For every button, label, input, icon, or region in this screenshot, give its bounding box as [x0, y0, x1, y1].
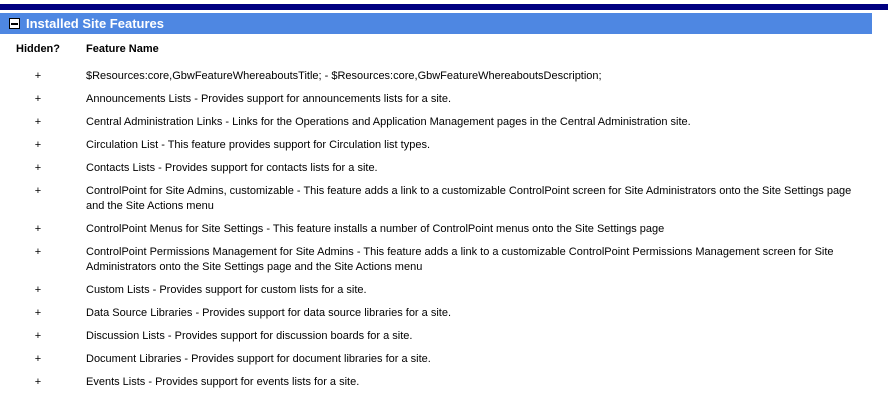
column-header-feature-name: Feature Name — [86, 43, 159, 55]
feature-name-text: Contacts Lists - Provides support for contacts lists for a site. — [86, 162, 378, 174]
feature-name-text: Announcements Lists - Provides support for announcements lists for a site. — [86, 93, 452, 105]
table-row — [0, 325, 872, 348]
feature-name-text: Central Administration Links - Links for the Operations and Application Management pages in the Central Administration site. — [86, 116, 691, 128]
minus-glyph — [11, 23, 18, 25]
feature-name-text: Events Lists - Provides support for events lists for a site. — [86, 376, 360, 388]
feature-name-text: $Resources:core,GbwFeatureWhereaboutsTitle; - $Resources:core,GbwFeatureWhereaboutsDescription; — [86, 70, 602, 82]
table-header-row — [0, 36, 872, 65]
table-row — [0, 371, 872, 394]
table-row — [0, 348, 872, 371]
expand-plus-toggle[interactable]: + — [34, 116, 42, 128]
expand-plus-toggle[interactable]: + — [34, 223, 42, 235]
expand-plus-toggle[interactable]: + — [34, 70, 42, 82]
feature-name-text: Circulation List - This feature provides support for Circulation list types. — [86, 139, 430, 151]
collapse-minus-icon[interactable] — [9, 18, 20, 29]
table-row — [0, 218, 872, 241]
feature-name-text: Document Libraries - Provides support for document libraries for a site. — [86, 353, 431, 365]
column-header-hidden: Hidden? — [16, 43, 60, 55]
table-row — [0, 134, 872, 157]
table-body — [0, 65, 872, 394]
table-row — [0, 279, 872, 302]
installed-features-table — [0, 36, 872, 394]
section-title: Installed Site Features — [26, 16, 164, 31]
expand-plus-toggle[interactable]: + — [34, 246, 42, 258]
table-row — [0, 241, 872, 279]
table-row — [0, 111, 872, 134]
table-row — [0, 65, 872, 88]
feature-name-text: ControlPoint Permissions Management for Site Admins - This feature adds a link to a customizable ControlPoint Permissions Management screen for Site Administrators onto the Site Settings page and the Site Actions menu — [86, 246, 834, 273]
feature-name-text: Data Source Libraries - Provides support for data source libraries for a site. — [86, 307, 451, 319]
section-header — [0, 13, 872, 34]
feature-name-text: Custom Lists - Provides support for custom lists for a site. — [86, 284, 367, 296]
table-row — [0, 302, 872, 325]
expand-plus-toggle[interactable]: + — [34, 330, 42, 342]
feature-name-text: Discussion Lists - Provides support for discussion boards for a site. — [86, 330, 413, 342]
expand-plus-toggle[interactable]: + — [34, 284, 42, 296]
expand-plus-toggle[interactable]: + — [34, 376, 42, 388]
expand-plus-toggle[interactable]: + — [34, 93, 42, 105]
expand-plus-toggle[interactable]: + — [34, 139, 42, 151]
table-row — [0, 88, 872, 111]
expand-plus-toggle[interactable]: + — [34, 185, 42, 197]
expand-plus-toggle[interactable]: + — [34, 162, 42, 174]
expand-plus-toggle[interactable]: + — [34, 353, 42, 365]
expand-plus-toggle[interactable]: + — [34, 307, 42, 319]
table-head — [0, 36, 872, 65]
feature-name-text: ControlPoint Menus for Site Settings - This feature installs a number of ControlPoint menus onto the Site Settings page — [86, 223, 665, 235]
table-row — [0, 180, 872, 218]
feature-name-text: ControlPoint for Site Admins, customizable - This feature adds a link to a customizable ControlPoint screen for Site Administrators onto the Site Settings page and the Site Actions menu — [86, 185, 852, 212]
table-row — [0, 157, 872, 180]
